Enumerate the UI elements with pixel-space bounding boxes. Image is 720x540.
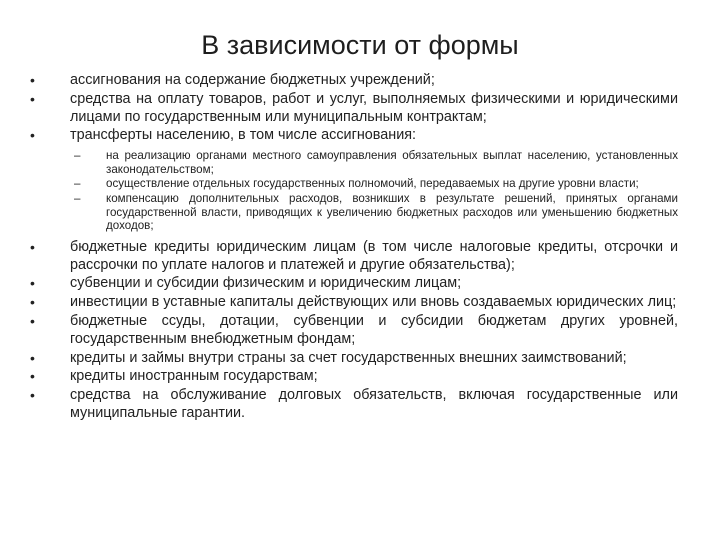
list-item-text: средства на оплату товаров, работ и услуг, выполняемых физическими и юридическими лицами по государственным или муниципальным контрактам;: [70, 90, 678, 125]
list-item-text: бюджетные ссуды, дотации, субвенции и субсидии бюджетам других уровней, государственным внебюджетным фондам;: [70, 312, 678, 347]
bullet-icon: •: [30, 72, 35, 88]
sub-list-item-text: осуществление отдельных государственных полномочий, передаваемых на другие уровни власти;: [106, 177, 639, 191]
list-item: [30, 313, 678, 349]
list-item: [30, 127, 678, 145]
list-item-text: средства на обслуживание долговых обязательств, включая государственные или муниципальные гарантии.: [70, 387, 678, 421]
bullet-icon: •: [30, 387, 35, 404]
slide-content: [30, 72, 678, 424]
bullet-icon: •: [30, 90, 35, 107]
slide-title: В зависимости от формы: [201, 30, 519, 60]
bullet-icon: •: [30, 294, 35, 311]
list-item-text: кредиты иностранным государствам;: [70, 368, 318, 385]
sub-list-item: [30, 177, 678, 191]
bullet-icon: •: [30, 275, 35, 292]
list-item-text: трансферты населению, в том числе ассигнования:: [70, 127, 417, 144]
list-item-text: кредиты и займы внутри страны за счет государственных внешних заимствований;: [70, 349, 627, 366]
bullet-list-continued: [30, 239, 678, 423]
list-item: [30, 350, 678, 368]
dash-icon: –: [74, 191, 81, 205]
list-item: [30, 387, 678, 423]
list-item: [30, 239, 678, 275]
list-item: [30, 368, 678, 386]
bullet-icon: •: [30, 368, 35, 385]
list-item: [30, 72, 678, 90]
bullet-icon: •: [30, 127, 35, 144]
bullet-icon: •: [30, 238, 35, 255]
sub-list-item-text: на реализацию органами местного самоуправления обязательных выплат населению, установленных законодательством;: [106, 149, 678, 176]
bullet-list: [30, 72, 678, 145]
list-item-text: субвенции и субсидии физическим и юридическим лицам;: [70, 275, 462, 292]
list-item: [30, 275, 678, 293]
list-item-text: инвестиции в уставные капиталы действующих или вновь создаваемых юридических лиц;: [70, 294, 677, 311]
sub-list-item: [30, 192, 678, 233]
dash-icon: –: [74, 149, 81, 163]
list-item-text: бюджетные кредиты юридическим лицам (в том числе налоговые кредиты, отсрочки и рассрочки по уплате налогов и платежей и другие обязательства);: [70, 238, 678, 273]
sub-list-item-text: компенсацию дополнительных расходов, возникших в результате решений, принятых органами государственной власти, приводящих к увеличению бюджетных расходов или уменьшению бюджетных доходов;: [106, 191, 678, 233]
dash-icon: –: [74, 177, 81, 191]
bullet-icon: •: [30, 349, 35, 366]
list-item: [30, 91, 678, 127]
list-item-text: ассигнования на содержание бюджетных учреждений;: [70, 72, 435, 88]
bullet-icon: •: [30, 312, 35, 329]
sub-list: [30, 149, 678, 233]
sub-list-item: [30, 149, 678, 176]
list-item: [30, 294, 678, 312]
